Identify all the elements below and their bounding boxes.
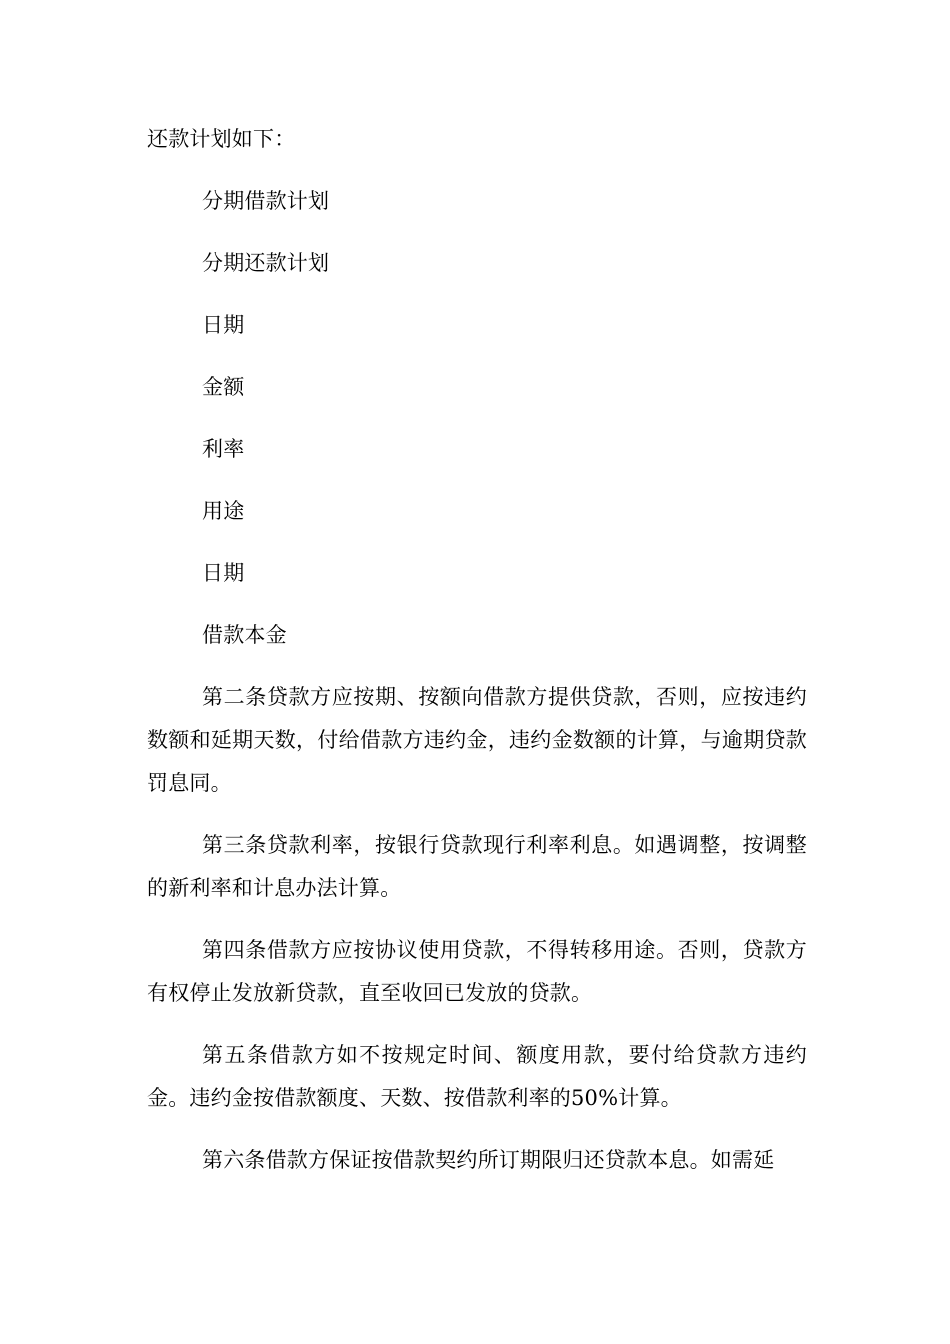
- article-2-paragraph: 第二条贷款方应按期、按额向借款方提供贷款，否则，应按违约数额和延期天数，付给借款方违约金，违约金数额的计算，与逾期贷款罚息同。: [147, 685, 807, 795]
- list-item-date: 日期: [202, 313, 245, 337]
- list-item-amount: 金额: [202, 375, 245, 399]
- list-item-installment-repayment-plan: 分期还款计划: [202, 251, 330, 275]
- list-item-interest-rate: 利率: [202, 437, 245, 461]
- list-item-purpose: 用途: [202, 499, 245, 523]
- list-item-installment-loan-plan: 分期借款计划: [202, 189, 330, 213]
- list-item-date-2: 日期: [202, 561, 245, 585]
- list-item-loan-principal: 借款本金: [202, 623, 287, 647]
- article-4-paragraph: 第四条借款方应按协议使用贷款，不得转移用途。否则，贷款方有权停止发放新贷款，直至收回已发放的贷款。: [147, 938, 807, 1005]
- article-3-paragraph: 第三条贷款利率，按银行贷款现行利率利息。如遇调整，按调整的新利率和计息办法计算。: [147, 833, 807, 900]
- document-body: [147, 118, 807, 1201]
- article-6-paragraph: 第六条借款方保证按借款契约所订期限归还贷款本息。如需延: [202, 1148, 775, 1172]
- article-5-paragraph: 第五条借款方如不按规定时间、额度用款，要付给贷款方违约金。违约金按借款额度、天数、按借款利率的50%计算。: [147, 1043, 807, 1110]
- repayment-plan-intro: 还款计划如下：: [147, 127, 296, 151]
